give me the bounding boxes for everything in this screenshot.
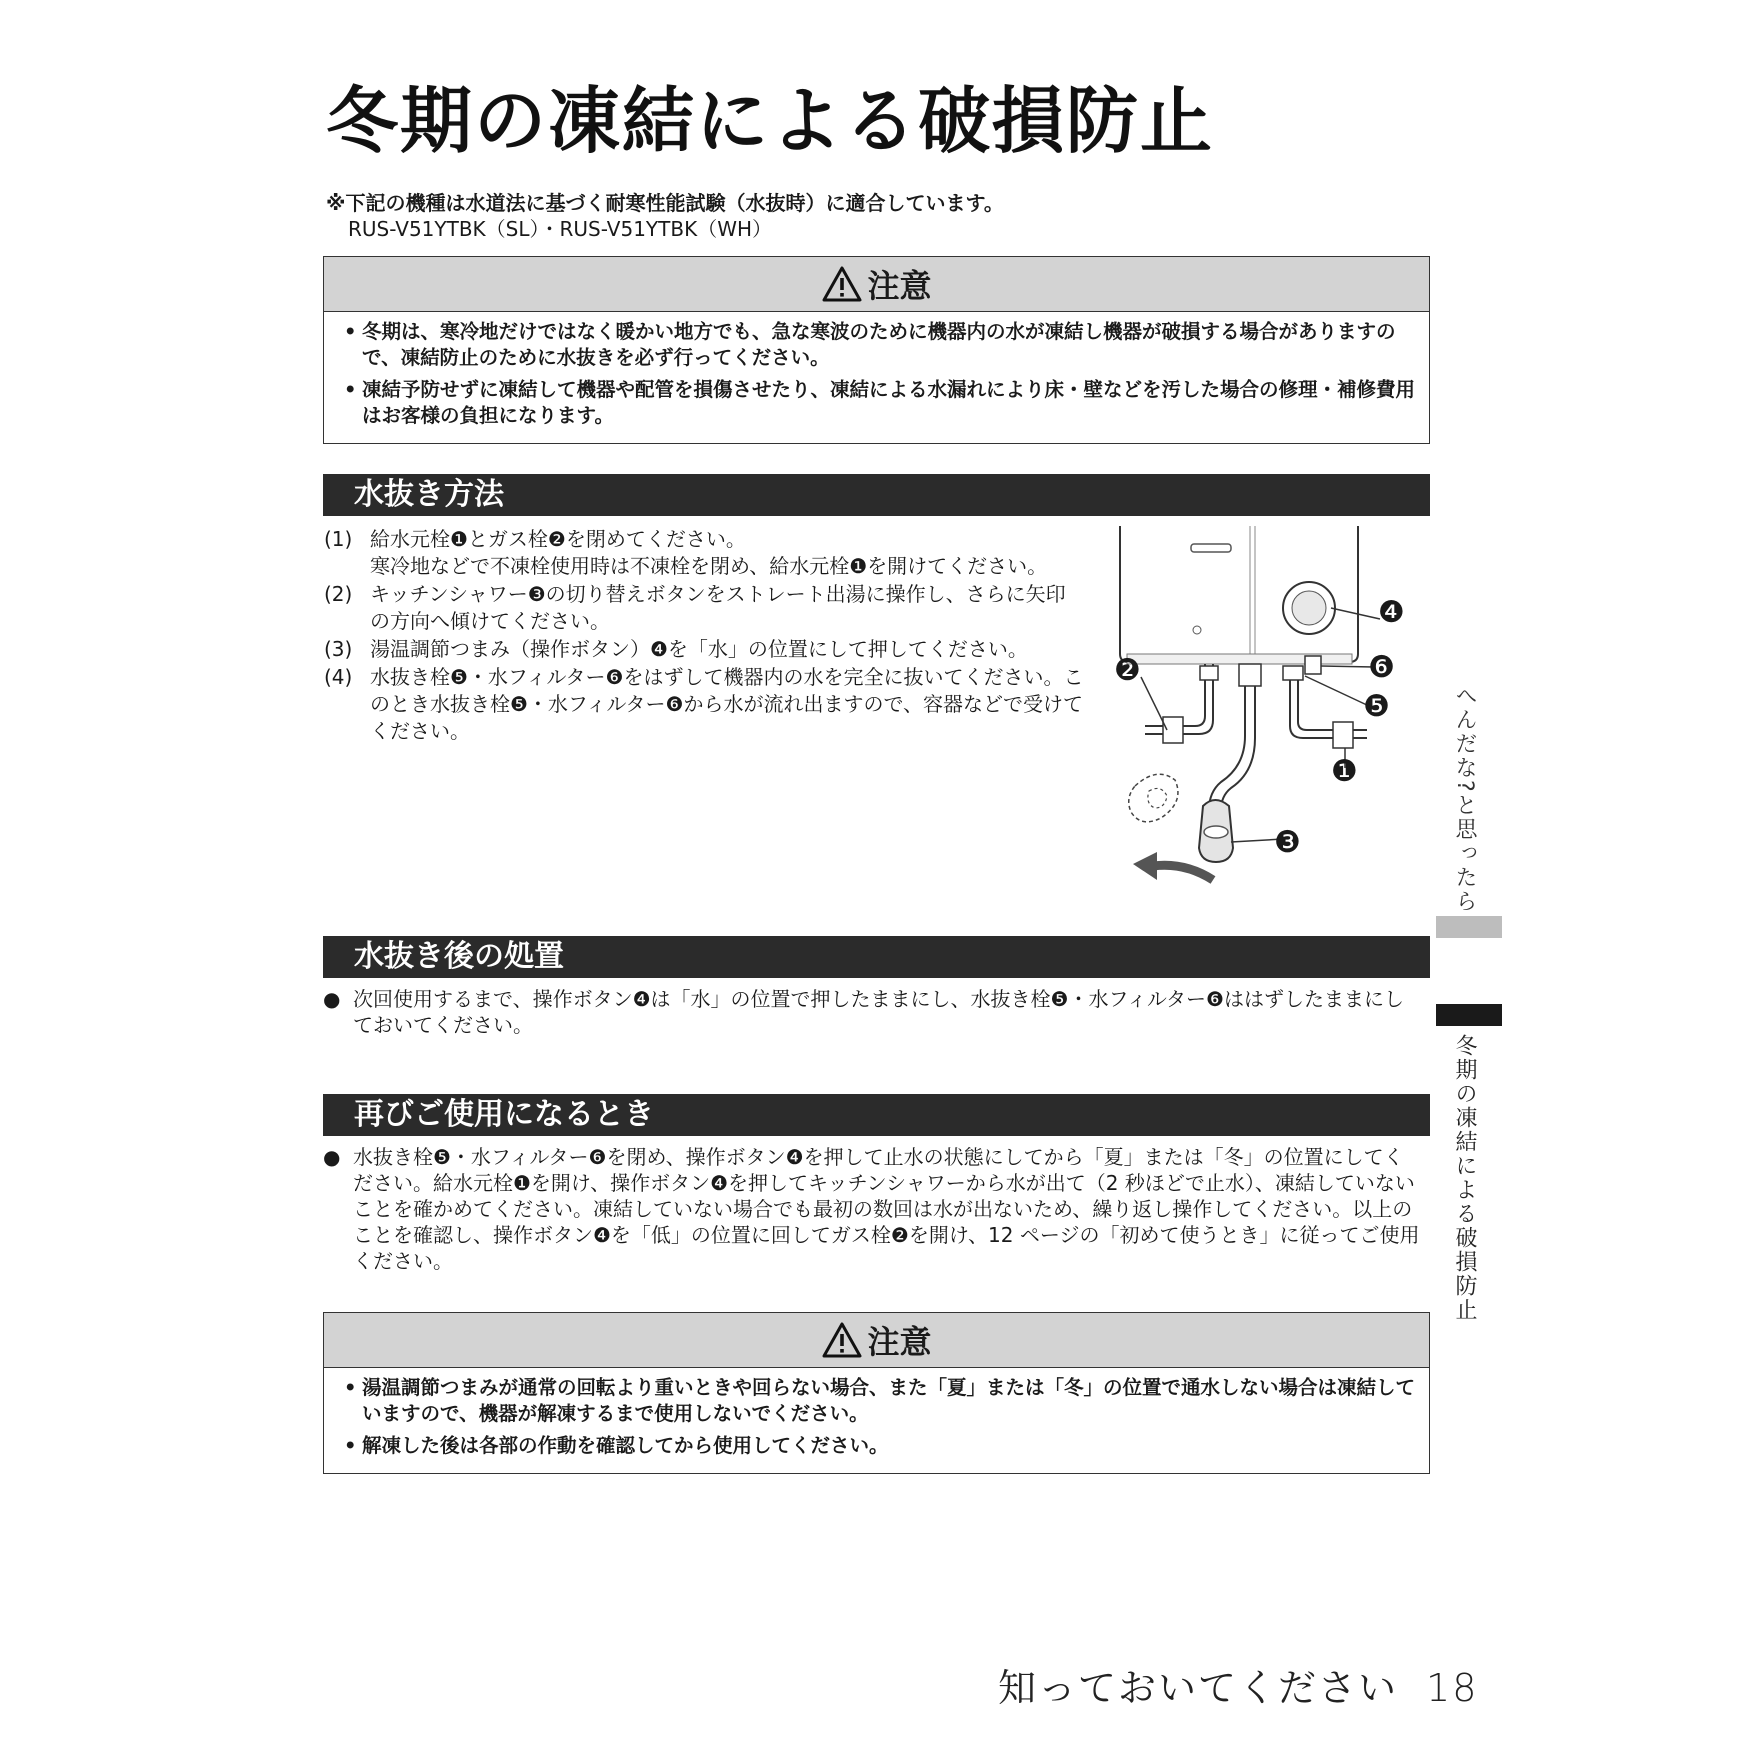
step-item [324, 581, 1084, 635]
caution-header [324, 1313, 1429, 1368]
caution-list [324, 1368, 1429, 1473]
page-footer [998, 1657, 1478, 1712]
section-heading-drain-method: 水抜き方法 [323, 474, 1430, 516]
paragraph-text: 水抜き栓❺・水フィルター❻を閉め、操作ボタン❹を押して止水の状態にしてから「夏」または「冬」の位置にしてください。給水元栓❶を開け、操作ボタン❹を押してキッチンシャワーから水が出て（2 秒ほどで止水）、凍結していないことを確かめてください。凍結していない場合でも最初の数回は水が出ないため、繰り返し操作してください。以上のことを確認し、操作ボタン❹を「低」の位置に回してガス栓❷を開け、12 ページの「初めて使うとき」に従ってご使用ください。 [353, 1145, 1420, 1273]
step-number: (1) [324, 527, 353, 551]
caution-item: • 冬期は、寒冷地だけではなく暖かい地方でも、急な寒波のために機器内の水が凍結し機器が破損する場合がありますので、凍結防止のために水抜きを必ず行ってください。 [342, 319, 1417, 371]
step-number: (4) [324, 665, 353, 689]
side-chapter-label: へんだな?と思ったら [1452, 684, 1477, 914]
after-drain-paragraph [323, 986, 1423, 1038]
step-text: 水抜き栓❺・水フィルター❻をはずして機器内の水を完全に抜いてください。このとき水抜き栓❺・水フィルター❻から水が流れ出ますので、容器などで受けてください。 [370, 665, 1084, 743]
step-number: (3) [324, 637, 353, 661]
side-current-label: 冬期の凍結による破損防止 [1452, 1034, 1477, 1322]
caution-heading: 注意 [867, 267, 932, 305]
paragraph-text: 次回使用するまで、操作ボタン❹は「水」の位置で押したままにし、水抜き栓❺・水フィルター❻ははずしたままにしておいてください。 [353, 987, 1404, 1037]
callout-2: ❷ [1114, 653, 1141, 688]
callout-6: ❻ [1368, 650, 1395, 685]
footer-label: 知っておいてください [998, 1666, 1399, 1710]
caution-list [324, 312, 1429, 443]
drain-steps [324, 526, 1084, 746]
page-title: 冬期の凍結による破損防止 [326, 79, 1215, 163]
caution-heading: 注意 [867, 1323, 932, 1361]
warning-triangle-icon [821, 265, 863, 303]
warning-triangle-icon [821, 1321, 863, 1359]
step-text: 給水元栓❶とガス栓❷を閉めてください。 寒冷地などで不凍栓使用時は不凍栓を閉め、給水元栓❶を開けてください。 [370, 527, 1048, 578]
callout-3: ❸ [1274, 825, 1301, 860]
side-tab-current [1436, 1004, 1502, 1026]
step-item [324, 526, 1084, 580]
caution-box-2 [323, 1312, 1430, 1474]
bullet-dot-icon: ● [323, 987, 341, 1011]
callout-4: ❹ [1378, 595, 1405, 630]
caution-item: • 凍結予防せずに凍結して機器や配管を損傷させたり、凍結による水漏れにより床・壁などを汚した場合の修理・補修費用はお客様の負担になります。 [342, 377, 1417, 429]
step-item [324, 636, 1084, 663]
step-text: キッチンシャワー❸の切り替えボタンをストレート出湯に操作し、さらに矢印の方向へ傾けてください。 [370, 582, 1066, 633]
caution-box-1 [323, 256, 1430, 444]
callout-1: ❶ [1331, 754, 1358, 789]
note-models: RUS-V51YTBK（SL）・RUS-V51YTBK（WH） [348, 217, 773, 241]
caution-header [324, 257, 1429, 312]
page-number: 18 [1426, 1666, 1479, 1710]
caution-item: • 解凍した後は各部の作動を確認してから使用してください。 [342, 1433, 1417, 1459]
step-item [324, 664, 1084, 745]
section-heading-reuse: 再びご使用になるとき [323, 1094, 1430, 1136]
section-heading-after-drain: 水抜き後の処置 [323, 936, 1430, 978]
side-tab-chapter [1436, 916, 1502, 938]
step-text: 湯温調節つまみ（操作ボタン）❹を「水」の位置にして押してください。 [370, 637, 1028, 661]
step-number: (2) [324, 582, 353, 606]
model-note [326, 190, 1004, 242]
caution-item: • 湯温調節つまみが通常の回転より重いときや回らない場合、また「夏」または「冬」の位置で通水しない場合は凍結していますので、機器が解凍するまで使用しないでください。 [342, 1375, 1417, 1427]
callout-5: ❺ [1363, 689, 1390, 724]
reuse-paragraph [323, 1144, 1423, 1274]
note-text: ※下記の機種は水道法に基づく耐寒性能試験（水抜時）に適合しています。 [326, 191, 1004, 215]
bullet-dot-icon: ● [323, 1145, 341, 1169]
